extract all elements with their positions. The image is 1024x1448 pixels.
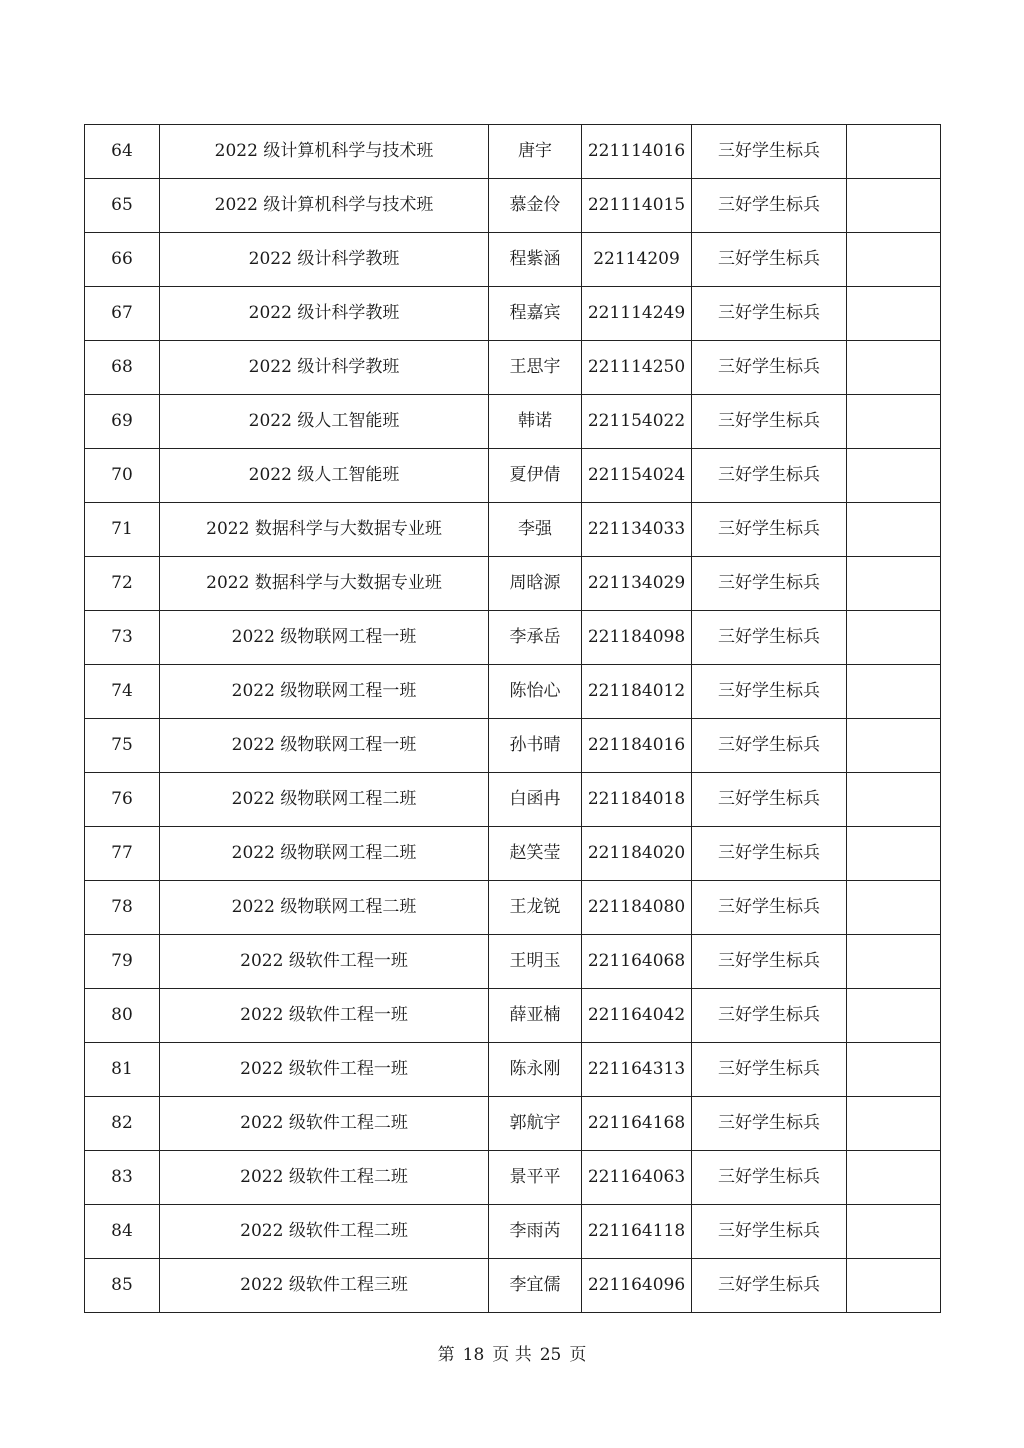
- student-name-cell: 韩诺: [489, 395, 582, 449]
- remarks-cell: [847, 395, 941, 449]
- class-name-cell: 2022 级软件工程二班: [160, 1205, 489, 1259]
- student-name-cell: 李宜儒: [489, 1259, 582, 1313]
- award-title-cell: 三好学生标兵: [692, 287, 847, 341]
- row-number-cell: 68: [85, 341, 160, 395]
- footer-prefix: 第: [437, 1345, 455, 1365]
- remarks-cell: [847, 719, 941, 773]
- remarks-cell: [847, 935, 941, 989]
- table-row: [85, 557, 941, 611]
- class-name-cell: 2022 数据科学与大数据专业班: [160, 557, 489, 611]
- footer-middle: 页 共: [492, 1345, 532, 1365]
- student-name-cell: 王明玉: [489, 935, 582, 989]
- award-title-cell: 三好学生标兵: [692, 881, 847, 935]
- class-name-cell: 2022 数据科学与大数据专业班: [160, 503, 489, 557]
- table-row: [85, 611, 941, 665]
- row-number-cell: 77: [85, 827, 160, 881]
- row-number-cell: 65: [85, 179, 160, 233]
- award-title-cell: 三好学生标兵: [692, 719, 847, 773]
- class-name-cell: 2022 级物联网工程二班: [160, 881, 489, 935]
- award-title-cell: 三好学生标兵: [692, 125, 847, 179]
- table-row: [85, 1151, 941, 1205]
- table-row: [85, 233, 941, 287]
- class-name-cell: 2022 级软件工程二班: [160, 1151, 489, 1205]
- row-number-cell: 74: [85, 665, 160, 719]
- table-row: [85, 881, 941, 935]
- remarks-cell: [847, 1205, 941, 1259]
- row-number-cell: 70: [85, 449, 160, 503]
- student-name-cell: 景平平: [489, 1151, 582, 1205]
- student-name-cell: 薛亚楠: [489, 989, 582, 1043]
- award-title-cell: 三好学生标兵: [692, 611, 847, 665]
- current-page-number: 18: [462, 1345, 485, 1365]
- table-row: [85, 935, 941, 989]
- student-id-cell: 221164118: [582, 1205, 692, 1259]
- class-name-cell: 2022 级物联网工程一班: [160, 665, 489, 719]
- table-row: [85, 287, 941, 341]
- class-name-cell: 2022 级人工智能班: [160, 449, 489, 503]
- student-id-cell: 221114016: [582, 125, 692, 179]
- student-id-cell: 221184018: [582, 773, 692, 827]
- row-number-cell: 81: [85, 1043, 160, 1097]
- student-name-cell: 慕金伶: [489, 179, 582, 233]
- row-number-cell: 72: [85, 557, 160, 611]
- remarks-cell: [847, 665, 941, 719]
- table-row: [85, 665, 941, 719]
- award-title-cell: 三好学生标兵: [692, 1205, 847, 1259]
- row-number-cell: 71: [85, 503, 160, 557]
- class-name-cell: 2022 级软件工程二班: [160, 1097, 489, 1151]
- student-name-cell: 夏伊倩: [489, 449, 582, 503]
- table-row: [85, 719, 941, 773]
- award-title-cell: 三好学生标兵: [692, 827, 847, 881]
- remarks-cell: [847, 827, 941, 881]
- row-number-cell: 67: [85, 287, 160, 341]
- total-page-number: 25: [539, 1345, 562, 1365]
- table-row: [85, 1259, 941, 1313]
- class-name-cell: 2022 级计科学教班: [160, 341, 489, 395]
- award-title-cell: 三好学生标兵: [692, 1097, 847, 1151]
- class-name-cell: 2022 级计算机科学与技术班: [160, 125, 489, 179]
- award-title-cell: 三好学生标兵: [692, 1259, 847, 1313]
- table-row: [85, 395, 941, 449]
- student-id-cell: 221114249: [582, 287, 692, 341]
- student-id-cell: 221114015: [582, 179, 692, 233]
- remarks-cell: [847, 989, 941, 1043]
- student-id-cell: 221154024: [582, 449, 692, 503]
- table-row: [85, 179, 941, 233]
- table-row: [85, 1097, 941, 1151]
- page-footer: [0, 1340, 1024, 1365]
- student-id-cell: 221164168: [582, 1097, 692, 1151]
- row-number-cell: 69: [85, 395, 160, 449]
- table-row: [85, 449, 941, 503]
- class-name-cell: 2022 级软件工程一班: [160, 989, 489, 1043]
- class-name-cell: 2022 级计科学教班: [160, 233, 489, 287]
- row-number-cell: 85: [85, 1259, 160, 1313]
- student-id-cell: 221164042: [582, 989, 692, 1043]
- table-row: [85, 125, 941, 179]
- student-id-cell: 221184080: [582, 881, 692, 935]
- table-row: [85, 1205, 941, 1259]
- student-name-cell: 郭航宇: [489, 1097, 582, 1151]
- class-name-cell: 2022 级软件工程三班: [160, 1259, 489, 1313]
- remarks-cell: [847, 341, 941, 395]
- award-title-cell: 三好学生标兵: [692, 989, 847, 1043]
- remarks-cell: [847, 881, 941, 935]
- remarks-cell: [847, 1259, 941, 1313]
- remarks-cell: [847, 287, 941, 341]
- student-name-cell: 孙书晴: [489, 719, 582, 773]
- student-id-cell: 221184020: [582, 827, 692, 881]
- remarks-cell: [847, 1097, 941, 1151]
- class-name-cell: 2022 级物联网工程一班: [160, 611, 489, 665]
- award-title-cell: 三好学生标兵: [692, 773, 847, 827]
- student-name-cell: 李雨芮: [489, 1205, 582, 1259]
- row-number-cell: 80: [85, 989, 160, 1043]
- row-number-cell: 66: [85, 233, 160, 287]
- student-id-cell: 221114250: [582, 341, 692, 395]
- remarks-cell: [847, 179, 941, 233]
- row-number-cell: 75: [85, 719, 160, 773]
- roster-body: [85, 125, 941, 1313]
- award-roster-table: [84, 124, 941, 1313]
- award-title-cell: 三好学生标兵: [692, 395, 847, 449]
- student-name-cell: 周晗源: [489, 557, 582, 611]
- table-row: [85, 773, 941, 827]
- award-title-cell: 三好学生标兵: [692, 449, 847, 503]
- row-number-cell: 83: [85, 1151, 160, 1205]
- footer-suffix: 页: [569, 1345, 587, 1365]
- remarks-cell: [847, 125, 941, 179]
- class-name-cell: 2022 级软件工程一班: [160, 1043, 489, 1097]
- student-id-cell: 221184098: [582, 611, 692, 665]
- row-number-cell: 82: [85, 1097, 160, 1151]
- student-name-cell: 王龙锐: [489, 881, 582, 935]
- student-id-cell: 221164063: [582, 1151, 692, 1205]
- row-number-cell: 73: [85, 611, 160, 665]
- table-row: [85, 1043, 941, 1097]
- class-name-cell: 2022 级物联网工程二班: [160, 827, 489, 881]
- row-number-cell: 79: [85, 935, 160, 989]
- award-title-cell: 三好学生标兵: [692, 233, 847, 287]
- student-id-cell: 221154022: [582, 395, 692, 449]
- student-name-cell: 白函冉: [489, 773, 582, 827]
- award-title-cell: 三好学生标兵: [692, 665, 847, 719]
- row-number-cell: 76: [85, 773, 160, 827]
- student-name-cell: 程嘉宾: [489, 287, 582, 341]
- remarks-cell: [847, 233, 941, 287]
- table-row: [85, 827, 941, 881]
- remarks-cell: [847, 773, 941, 827]
- table-row: [85, 989, 941, 1043]
- row-number-cell: 78: [85, 881, 160, 935]
- class-name-cell: 2022 级软件工程一班: [160, 935, 489, 989]
- class-name-cell: 2022 级物联网工程二班: [160, 773, 489, 827]
- student-name-cell: 李强: [489, 503, 582, 557]
- table-row: [85, 341, 941, 395]
- student-id-cell: 221164068: [582, 935, 692, 989]
- student-name-cell: 王思宇: [489, 341, 582, 395]
- class-name-cell: 2022 级物联网工程一班: [160, 719, 489, 773]
- student-name-cell: 李承岳: [489, 611, 582, 665]
- student-id-cell: 221134033: [582, 503, 692, 557]
- remarks-cell: [847, 1151, 941, 1205]
- award-title-cell: 三好学生标兵: [692, 341, 847, 395]
- row-number-cell: 84: [85, 1205, 160, 1259]
- remarks-cell: [847, 449, 941, 503]
- remarks-cell: [847, 611, 941, 665]
- student-id-cell: 221164313: [582, 1043, 692, 1097]
- award-title-cell: 三好学生标兵: [692, 557, 847, 611]
- award-title-cell: 三好学生标兵: [692, 179, 847, 233]
- award-title-cell: 三好学生标兵: [692, 1043, 847, 1097]
- remarks-cell: [847, 503, 941, 557]
- class-name-cell: 2022 级人工智能班: [160, 395, 489, 449]
- award-title-cell: 三好学生标兵: [692, 503, 847, 557]
- student-id-cell: 221184012: [582, 665, 692, 719]
- award-title-cell: 三好学生标兵: [692, 1151, 847, 1205]
- table-row: [85, 503, 941, 557]
- class-name-cell: 2022 级计算机科学与技术班: [160, 179, 489, 233]
- class-name-cell: 2022 级计科学教班: [160, 287, 489, 341]
- student-id-cell: 221184016: [582, 719, 692, 773]
- remarks-cell: [847, 557, 941, 611]
- award-title-cell: 三好学生标兵: [692, 935, 847, 989]
- student-id-cell: 221164096: [582, 1259, 692, 1313]
- student-name-cell: 陈永刚: [489, 1043, 582, 1097]
- student-name-cell: 赵笑莹: [489, 827, 582, 881]
- student-id-cell: 22114209: [582, 233, 692, 287]
- row-number-cell: 64: [85, 125, 160, 179]
- remarks-cell: [847, 1043, 941, 1097]
- student-name-cell: 程紫涵: [489, 233, 582, 287]
- student-name-cell: 唐宇: [489, 125, 582, 179]
- student-id-cell: 221134029: [582, 557, 692, 611]
- student-name-cell: 陈怡心: [489, 665, 582, 719]
